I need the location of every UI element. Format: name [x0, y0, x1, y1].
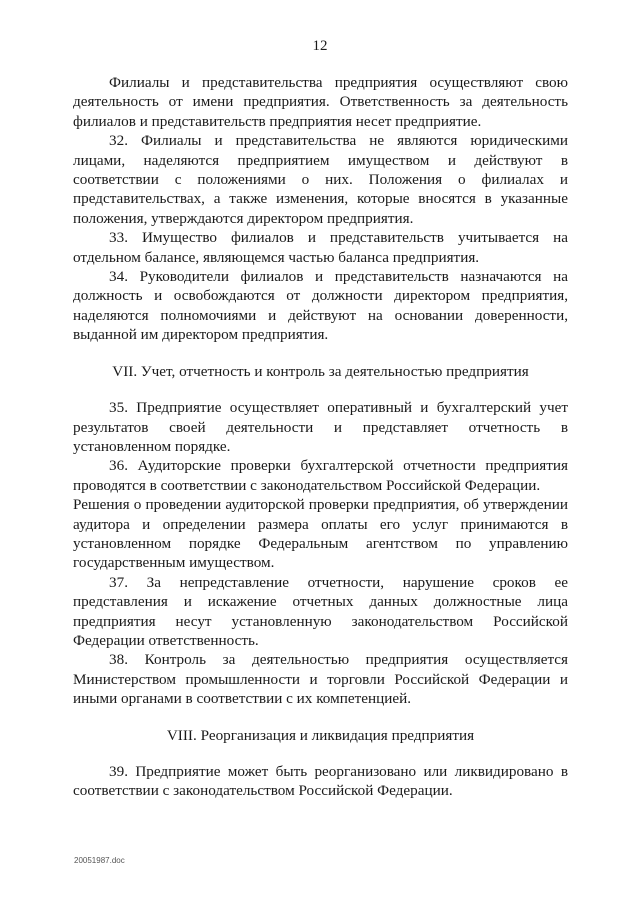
footer-filename: 20051987.doc: [74, 856, 125, 865]
paragraph-39: 39. Предприятие может быть реорганизовано или ликвидировано в соответствии с законодательством Российской Федерации.: [73, 763, 568, 800]
section-heading-8: VIII. Реорганизация и ликвидация предприятия: [166, 726, 475, 744]
paragraph-34: 34. Руководители филиалов и представительств назначаются на должность и освобождаются от должности директором предприятия, наделяются полномочиями и действуют на основании доверенности, выданной им директором предприятия.: [73, 268, 568, 344]
section-heading-7: VII. Учет, отчетность и контроль за деятельностью предприятия: [112, 362, 529, 380]
paragraph-38: 38. Контроль за деятельностью предприятия осуществляется Министерством промышленности и торговли Российской Федерации и иными органами в соответствии с их компетенцией.: [73, 651, 568, 708]
document-body: [73, 73, 568, 801]
paragraph-branches-activity: Филиалы и представительства предприятия осуществляют свою деятельность от имени предприятия. Ответственность за деятельность филиалов и представительств предприятия несет предприятие.: [73, 74, 568, 130]
paragraph-37: 37. За непредставление отчетности, нарушение сроков ее представления и искажение отчетных данных должностные лица предприятия несут установленную законодательством Российской Федерации ответственность.: [73, 573, 568, 649]
page-number: 12: [312, 38, 328, 54]
paragraph-35: 35. Предприятие осуществляет оперативный и бухгалтерский учет результатов своей деятельности и представляет отчетность в установленном порядке.: [73, 399, 568, 455]
paragraph-audit-decisions: Решения о проведении аудиторской проверки предприятия, об утверждении аудитора и определении размера оплаты его услуг принимаются в установленном порядке Федеральным агентством по управлению государственным имуществом.: [73, 496, 568, 572]
paragraph-33: 33. Имущество филиалов и представительств учитывается на отдельном балансе, являющемся частью баланса предприятия.: [73, 229, 568, 266]
paragraph-36: 36. Аудиторские проверки бухгалтерской отчетности предприятия проводятся в соответствии с законодательством Российской Федерации.: [73, 457, 568, 494]
paragraph-32: 32. Филиалы и представительства не являются юридическими лицами, наделяются предприятием имуществом и действуют в соответствии с положениями о них. Положения о филиалах и представительствах, а также изменения, которые вносятся в указанные положения, утверждаются директором предприятия.: [73, 132, 568, 227]
